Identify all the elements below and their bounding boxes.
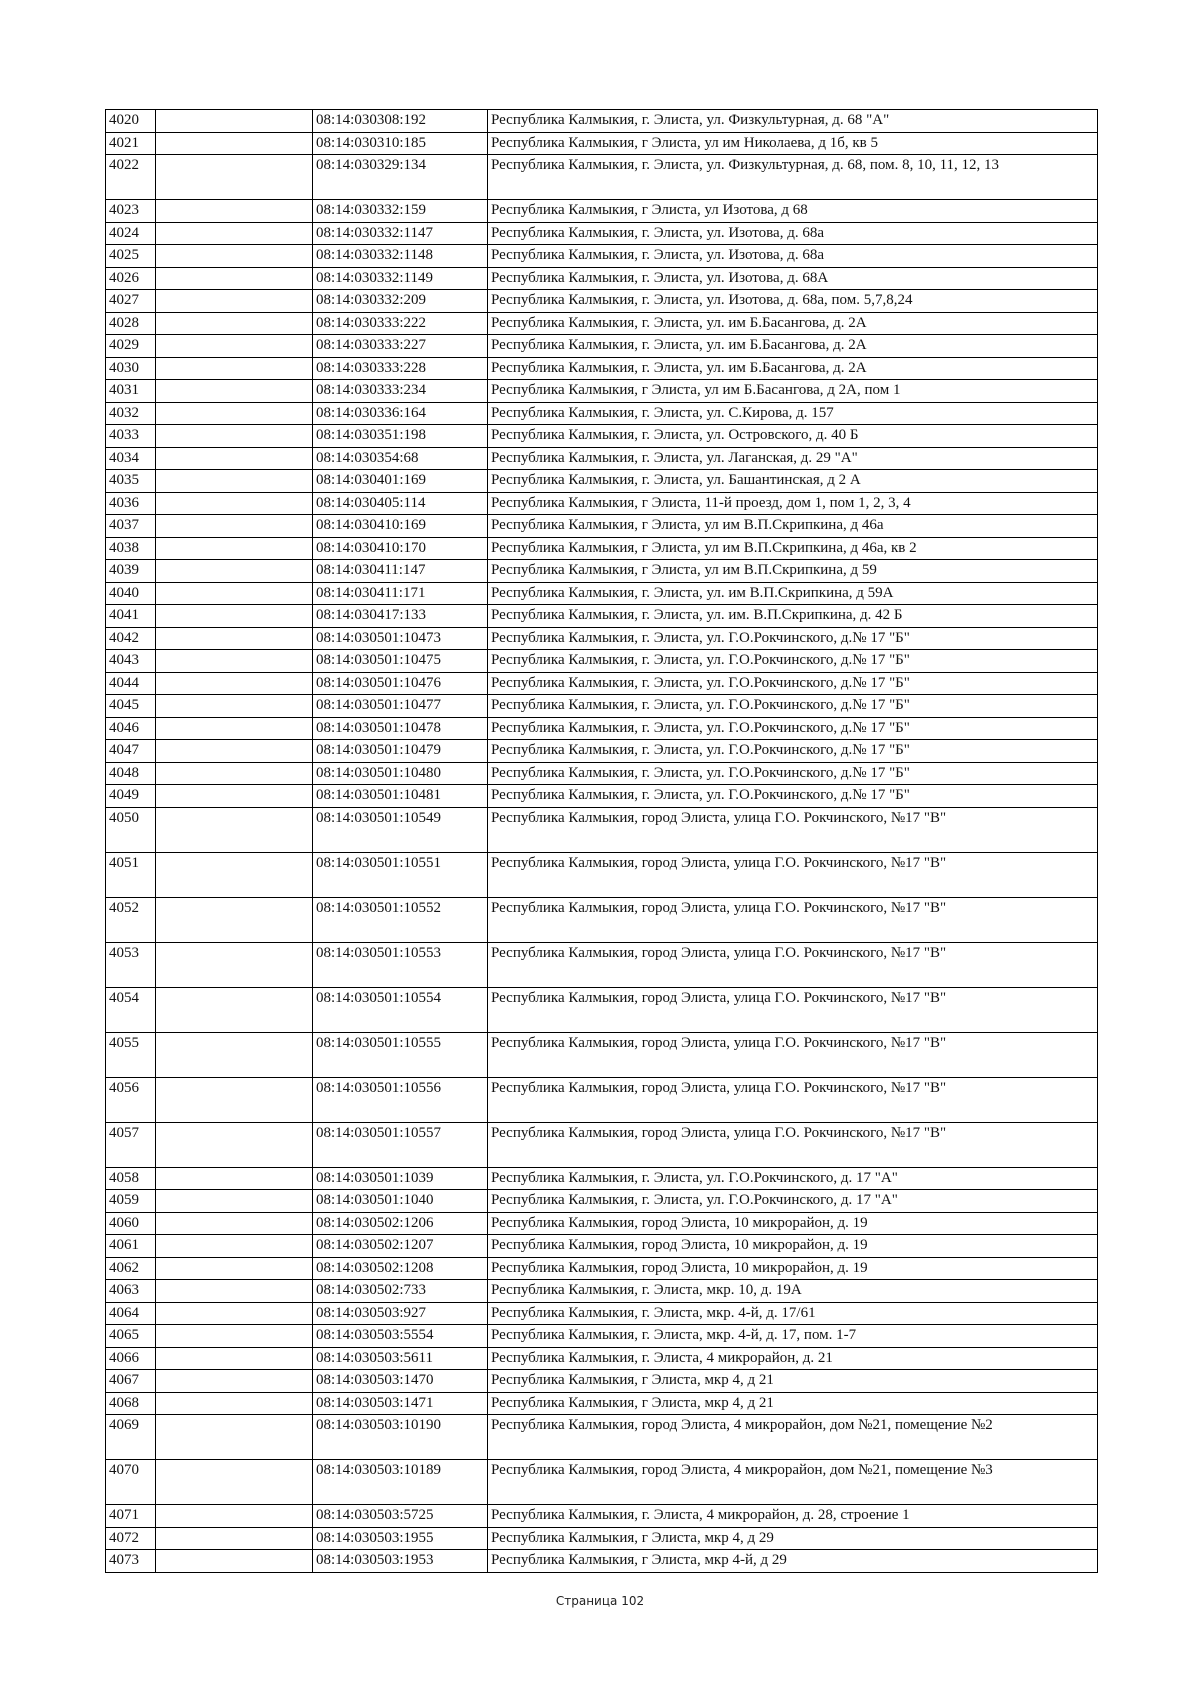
table-row [106,132,1098,155]
cadastral-number-cell: 08:14:030501:1039 [313,1167,488,1190]
blank-cell [156,1325,313,1348]
blank-cell [156,717,313,740]
blank-cell [156,1032,313,1077]
blank-cell [156,1212,313,1235]
table-row [106,1370,1098,1393]
address-cell: Республика Калмыкия, г Элиста, мкр 4, д 29 [488,1527,1098,1550]
cadastral-number-cell: 08:14:030411:147 [313,560,488,583]
address-cell: Республика Калмыкия, г. Элиста, ул. Изотова, д. 68а, пом. 5,7,8,24 [488,290,1098,313]
blank-cell [156,1550,313,1573]
row-number-cell: 4061 [106,1235,156,1258]
blank-cell [156,470,313,493]
address-cell: Республика Калмыкия, г Элиста, ул им Б.Басангова, д 2А, пом 1 [488,380,1098,403]
address-cell: Республика Калмыкия, г. Элиста, ул. Г.О.Рокчинского, д.№ 17 "Б" [488,672,1098,695]
cadastral-number-cell: 08:14:030332:1147 [313,222,488,245]
address-cell: Республика Калмыкия, город Элиста, 10 микрорайон, д. 19 [488,1235,1098,1258]
cadastral-number-cell: 08:14:030501:10556 [313,1077,488,1122]
cadastral-number-cell: 08:14:030308:192 [313,110,488,133]
cadastral-number-cell: 08:14:030503:927 [313,1302,488,1325]
row-number-cell: 4031 [106,380,156,403]
blank-cell [156,1077,313,1122]
table-row [106,200,1098,223]
row-number-cell: 4066 [106,1347,156,1370]
row-number-cell: 4063 [106,1280,156,1303]
blank-cell [156,1370,313,1393]
address-cell: Республика Калмыкия, г Элиста, ул им В.П.Скрипкина, д 46а, кв 2 [488,537,1098,560]
row-number-cell: 4073 [106,1550,156,1573]
cadastral-number-cell: 08:14:030332:1149 [313,267,488,290]
table-row [106,1302,1098,1325]
blank-cell [156,762,313,785]
row-number-cell: 4032 [106,402,156,425]
blank-cell [156,492,313,515]
table-row [106,290,1098,313]
row-number-cell: 4060 [106,1212,156,1235]
blank-cell [156,132,313,155]
blank-cell [156,312,313,335]
row-number-cell: 4069 [106,1415,156,1460]
cadastral-number-cell: 08:14:030410:170 [313,537,488,560]
row-number-cell: 4055 [106,1032,156,1077]
table-row [106,897,1098,942]
address-cell: Республика Калмыкия, г. Элиста, 4 микрорайон, д. 28, строение 1 [488,1505,1098,1528]
row-number-cell: 4036 [106,492,156,515]
blank-cell [156,267,313,290]
row-number-cell: 4050 [106,807,156,852]
address-cell: Республика Калмыкия, г Элиста, ул им В.П.Скрипкина, д 59 [488,560,1098,583]
blank-cell [156,1347,313,1370]
cadastral-number-cell: 08:14:030503:1470 [313,1370,488,1393]
blank-cell [156,1235,313,1258]
row-number-cell: 4027 [106,290,156,313]
row-number-cell: 4051 [106,852,156,897]
cadastral-number-cell: 08:14:030405:114 [313,492,488,515]
table-row [106,672,1098,695]
blank-cell [156,425,313,448]
address-cell: Республика Калмыкия, г Элиста, мкр 4, д 21 [488,1370,1098,1393]
blank-cell [156,1302,313,1325]
table-row [106,987,1098,1032]
table-row [106,312,1098,335]
cadastral-number-cell: 08:14:030501:1040 [313,1190,488,1213]
address-cell: Республика Калмыкия, г Элиста, ул Изотова, д 68 [488,200,1098,223]
address-cell: Республика Калмыкия, город Элиста, улица Г.О. Рокчинского, №17 "В" [488,1077,1098,1122]
row-number-cell: 4034 [106,447,156,470]
table-row [106,807,1098,852]
blank-cell [156,1392,313,1415]
blank-cell [156,200,313,223]
blank-cell [156,987,313,1032]
blank-cell [156,245,313,268]
cadastral-number-cell: 08:14:030410:169 [313,515,488,538]
cadastral-number-cell: 08:14:030503:1471 [313,1392,488,1415]
cadastral-number-cell: 08:14:030503:1953 [313,1550,488,1573]
row-number-cell: 4053 [106,942,156,987]
records-table [105,109,1098,1573]
cadastral-number-cell: 08:14:030503:5554 [313,1325,488,1348]
table-row [106,605,1098,628]
cadastral-number-cell: 08:14:030503:10189 [313,1460,488,1505]
address-cell: Республика Калмыкия, г. Элиста, ул. Башантинская, д 2 А [488,470,1098,493]
cadastral-number-cell: 08:14:030501:10553 [313,942,488,987]
table-row [106,110,1098,133]
blank-cell [156,402,313,425]
row-number-cell: 4020 [106,110,156,133]
table-row [106,852,1098,897]
table-row [106,695,1098,718]
table-row [106,1032,1098,1077]
table-row [106,740,1098,763]
cadastral-number-cell: 08:14:030501:10551 [313,852,488,897]
row-number-cell: 4023 [106,200,156,223]
table-row [106,245,1098,268]
blank-cell [156,1415,313,1460]
address-cell: Республика Калмыкия, г. Элиста, ул. Г.О.Рокчинского, д.№ 17 "Б" [488,785,1098,808]
row-number-cell: 4028 [106,312,156,335]
cadastral-number-cell: 08:14:030501:10477 [313,695,488,718]
blank-cell [156,447,313,470]
table-row [106,1347,1098,1370]
row-number-cell: 4042 [106,627,156,650]
address-cell: Республика Калмыкия, город Элиста, улица Г.О. Рокчинского, №17 "В" [488,987,1098,1032]
blank-cell [156,650,313,673]
blank-cell [156,335,313,358]
table-row [106,785,1098,808]
row-number-cell: 4059 [106,1190,156,1213]
cadastral-number-cell: 08:14:030501:10552 [313,897,488,942]
address-cell: Республика Калмыкия, г. Элиста, ул. Островского, д. 40 Б [488,425,1098,448]
cadastral-number-cell: 08:14:030354:68 [313,447,488,470]
row-number-cell: 4026 [106,267,156,290]
address-cell: Республика Калмыкия, г. Элиста, ул. Г.О.Рокчинского, д.№ 17 "Б" [488,695,1098,718]
row-number-cell: 4058 [106,1167,156,1190]
blank-cell [156,515,313,538]
address-cell: Республика Калмыкия, г. Элиста, ул. Изотова, д. 68А [488,267,1098,290]
blank-cell [156,672,313,695]
blank-cell [156,852,313,897]
address-cell: Республика Калмыкия, г. Элиста, ул. им. В.П.Скрипкина, д. 42 Б [488,605,1098,628]
table-row [106,402,1098,425]
cadastral-number-cell: 08:14:030351:198 [313,425,488,448]
blank-cell [156,1460,313,1505]
address-cell: Республика Калмыкия, г. Элиста, ул. им Б.Басангова, д. 2А [488,335,1098,358]
row-number-cell: 4025 [106,245,156,268]
address-cell: Республика Калмыкия, г. Элиста, ул. Г.О.Рокчинского, д. 17 "А" [488,1167,1098,1190]
page-number: Страница 102 [555,1594,645,1608]
row-number-cell: 4064 [106,1302,156,1325]
blank-cell [156,380,313,403]
table-row [106,380,1098,403]
blank-cell [156,110,313,133]
table-row [106,1257,1098,1280]
address-cell: Республика Калмыкия, город Элиста, улица Г.О. Рокчинского, №17 "В" [488,1032,1098,1077]
address-cell: Республика Калмыкия, г. Элиста, ул. С.Кирова, д. 157 [488,402,1098,425]
row-number-cell: 4021 [106,132,156,155]
table-row [106,1212,1098,1235]
table-row [106,627,1098,650]
row-number-cell: 4035 [106,470,156,493]
row-number-cell: 4029 [106,335,156,358]
cadastral-number-cell: 08:14:030417:133 [313,605,488,628]
row-number-cell: 4039 [106,560,156,583]
row-number-cell: 4052 [106,897,156,942]
table-row [106,470,1098,493]
table-row [106,492,1098,515]
address-cell: Республика Калмыкия, г. Элиста, мкр. 4-й, д. 17/61 [488,1302,1098,1325]
address-cell: Республика Калмыкия, город Элиста, улица Г.О. Рокчинского, №17 "В" [488,942,1098,987]
row-number-cell: 4024 [106,222,156,245]
cadastral-number-cell: 08:14:030501:10473 [313,627,488,650]
address-cell: Республика Калмыкия, г Элиста, ул им В.П.Скрипкина, д 46а [488,515,1098,538]
blank-cell [156,942,313,987]
address-cell: Республика Калмыкия, г. Элиста, мкр. 4-й, д. 17, пом. 1-7 [488,1325,1098,1348]
row-number-cell: 4057 [106,1122,156,1167]
address-cell: Республика Калмыкия, г. Элиста, ул. Изотова, д. 68а [488,222,1098,245]
address-cell: Республика Калмыкия, г. Элиста, ул. Г.О.Рокчинского, д.№ 17 "Б" [488,627,1098,650]
cadastral-number-cell: 08:14:030503:5725 [313,1505,488,1528]
table-row [106,1167,1098,1190]
table-row [106,762,1098,785]
cadastral-number-cell: 08:14:030501:10555 [313,1032,488,1077]
row-number-cell: 4049 [106,785,156,808]
table-row [106,582,1098,605]
cadastral-number-cell: 08:14:030501:10480 [313,762,488,785]
blank-cell [156,807,313,852]
blank-cell [156,1167,313,1190]
cadastral-number-cell: 08:14:030332:1148 [313,245,488,268]
cadastral-number-cell: 08:14:030501:10478 [313,717,488,740]
table-row [106,650,1098,673]
row-number-cell: 4072 [106,1527,156,1550]
cadastral-number-cell: 08:14:030502:733 [313,1280,488,1303]
row-number-cell: 4068 [106,1392,156,1415]
cadastral-number-cell: 08:14:030333:222 [313,312,488,335]
cadastral-number-cell: 08:14:030501:10481 [313,785,488,808]
blank-cell [156,605,313,628]
cadastral-number-cell: 08:14:030501:10554 [313,987,488,1032]
address-cell: Республика Калмыкия, город Элиста, 10 микрорайон, д. 19 [488,1212,1098,1235]
table-row [106,942,1098,987]
table-row [106,1122,1098,1167]
blank-cell [156,1190,313,1213]
table-row [106,1392,1098,1415]
address-cell: Республика Калмыкия, г. Элиста, ул. Изотова, д. 68а [488,245,1098,268]
table-row [106,1235,1098,1258]
address-cell: Республика Калмыкия, город Элиста, улица Г.О. Рокчинского, №17 "В" [488,852,1098,897]
blank-cell [156,537,313,560]
cadastral-number-cell: 08:14:030503:5611 [313,1347,488,1370]
address-cell: Республика Калмыкия, г. Элиста, ул. Г.О.Рокчинского, д.№ 17 "Б" [488,650,1098,673]
row-number-cell: 4041 [106,605,156,628]
blank-cell [156,1257,313,1280]
cadastral-number-cell: 08:14:030502:1207 [313,1235,488,1258]
address-cell: Республика Калмыкия, город Элиста, 4 микрорайон, дом №21, помещение №3 [488,1460,1098,1505]
address-cell: Республика Калмыкия, г. Элиста, ул. Лаганская, д. 29 "А" [488,447,1098,470]
blank-cell [156,1527,313,1550]
blank-cell [156,627,313,650]
cadastral-number-cell: 08:14:030411:171 [313,582,488,605]
table-row [106,515,1098,538]
cadastral-number-cell: 08:14:030503:1955 [313,1527,488,1550]
row-number-cell: 4070 [106,1460,156,1505]
blank-cell [156,1280,313,1303]
row-number-cell: 4067 [106,1370,156,1393]
row-number-cell: 4065 [106,1325,156,1348]
address-cell: Республика Калмыкия, г. Элиста, ул. Г.О.Рокчинского, д. 17 "А" [488,1190,1098,1213]
cadastral-number-cell: 08:14:030501:10475 [313,650,488,673]
cadastral-number-cell: 08:14:030333:234 [313,380,488,403]
address-cell: Республика Калмыкия, город Элиста, улица Г.О. Рокчинского, №17 "В" [488,807,1098,852]
row-number-cell: 4038 [106,537,156,560]
cadastral-number-cell: 08:14:030501:10557 [313,1122,488,1167]
address-cell: Республика Калмыкия, г Элиста, ул им Николаева, д 1б, кв 5 [488,132,1098,155]
table-row [106,717,1098,740]
blank-cell [156,1122,313,1167]
table-row [106,1325,1098,1348]
table-row [106,155,1098,200]
row-number-cell: 4040 [106,582,156,605]
table-row [106,1460,1098,1505]
table-row [106,1077,1098,1122]
cadastral-number-cell: 08:14:030333:228 [313,357,488,380]
cadastral-number-cell: 08:14:030502:1208 [313,1257,488,1280]
address-cell: Республика Калмыкия, город Элиста, улица Г.О. Рокчинского, №17 "В" [488,1122,1098,1167]
table-row [106,1190,1098,1213]
row-number-cell: 4043 [106,650,156,673]
row-number-cell: 4033 [106,425,156,448]
table-row [106,335,1098,358]
cadastral-number-cell: 08:14:030329:134 [313,155,488,200]
row-number-cell: 4048 [106,762,156,785]
blank-cell [156,222,313,245]
blank-cell [156,582,313,605]
table-row [106,357,1098,380]
address-cell: Республика Калмыкия, г. Элиста, ул. Г.О.Рокчинского, д.№ 17 "Б" [488,762,1098,785]
address-cell: Республика Калмыкия, г Элиста, мкр 4-й, д 29 [488,1550,1098,1573]
table-row [106,1527,1098,1550]
table-row [106,222,1098,245]
table-row [106,1505,1098,1528]
cadastral-number-cell: 08:14:030336:164 [313,402,488,425]
address-cell: Республика Калмыкия, г. Элиста, ул. им Б.Басангова, д. 2А [488,312,1098,335]
table-row [106,1415,1098,1460]
row-number-cell: 4037 [106,515,156,538]
address-cell: Республика Калмыкия, г. Элиста, ул. им Б.Басангова, д. 2А [488,357,1098,380]
blank-cell [156,1505,313,1528]
table-row [106,425,1098,448]
address-cell: Республика Калмыкия, город Элиста, 4 микрорайон, дом №21, помещение №2 [488,1415,1098,1460]
cadastral-number-cell: 08:14:030310:185 [313,132,488,155]
row-number-cell: 4062 [106,1257,156,1280]
address-cell: Республика Калмыкия, г. Элиста, ул. Г.О.Рокчинского, д.№ 17 "Б" [488,740,1098,763]
blank-cell [156,290,313,313]
address-cell: Республика Калмыкия, город Элиста, 10 микрорайон, д. 19 [488,1257,1098,1280]
row-number-cell: 4044 [106,672,156,695]
address-cell: Республика Калмыкия, г. Элиста, ул. им В.П.Скрипкина, д 59А [488,582,1098,605]
blank-cell [156,695,313,718]
cadastral-number-cell: 08:14:030332:209 [313,290,488,313]
blank-cell [156,740,313,763]
blank-cell [156,560,313,583]
table-row [106,447,1098,470]
cadastral-number-cell: 08:14:030333:227 [313,335,488,358]
row-number-cell: 4046 [106,717,156,740]
table-row [106,1280,1098,1303]
table-row [106,1550,1098,1573]
row-number-cell: 4047 [106,740,156,763]
blank-cell [156,155,313,200]
address-cell: Республика Калмыкия, г. Элиста, ул. Физкультурная, д. 68 "А" [488,110,1098,133]
address-cell: Республика Калмыкия, г. Элиста, ул. Физкультурная, д. 68, пом. 8, 10, 11, 12, 13 [488,155,1098,200]
row-number-cell: 4071 [106,1505,156,1528]
row-number-cell: 4056 [106,1077,156,1122]
cadastral-number-cell: 08:14:030401:169 [313,470,488,493]
cadastral-number-cell: 08:14:030503:10190 [313,1415,488,1460]
address-cell: Республика Калмыкия, г. Элиста, ул. Г.О.Рокчинского, д.№ 17 "Б" [488,717,1098,740]
row-number-cell: 4022 [106,155,156,200]
address-cell: Республика Калмыкия, г. Элиста, 4 микрорайон, д. 21 [488,1347,1098,1370]
address-cell: Республика Калмыкия, г. Элиста, мкр. 10, д. 19А [488,1280,1098,1303]
row-number-cell: 4045 [106,695,156,718]
address-cell: Республика Калмыкия, г Элиста, мкр 4, д 21 [488,1392,1098,1415]
cadastral-number-cell: 08:14:030501:10476 [313,672,488,695]
address-cell: Республика Калмыкия, город Элиста, улица Г.О. Рокчинского, №17 "В" [488,897,1098,942]
row-number-cell: 4054 [106,987,156,1032]
blank-cell [156,897,313,942]
cadastral-number-cell: 08:14:030501:10479 [313,740,488,763]
table-row [106,267,1098,290]
table-body [106,110,1098,1573]
address-cell: Республика Калмыкия, г Элиста, 11-й проезд, дом 1, пом 1, 2, 3, 4 [488,492,1098,515]
blank-cell [156,785,313,808]
cadastral-number-cell: 08:14:030332:159 [313,200,488,223]
cadastral-number-cell: 08:14:030501:10549 [313,807,488,852]
cadastral-number-cell: 08:14:030502:1206 [313,1212,488,1235]
blank-cell [156,357,313,380]
row-number-cell: 4030 [106,357,156,380]
table-row [106,560,1098,583]
table-row [106,537,1098,560]
